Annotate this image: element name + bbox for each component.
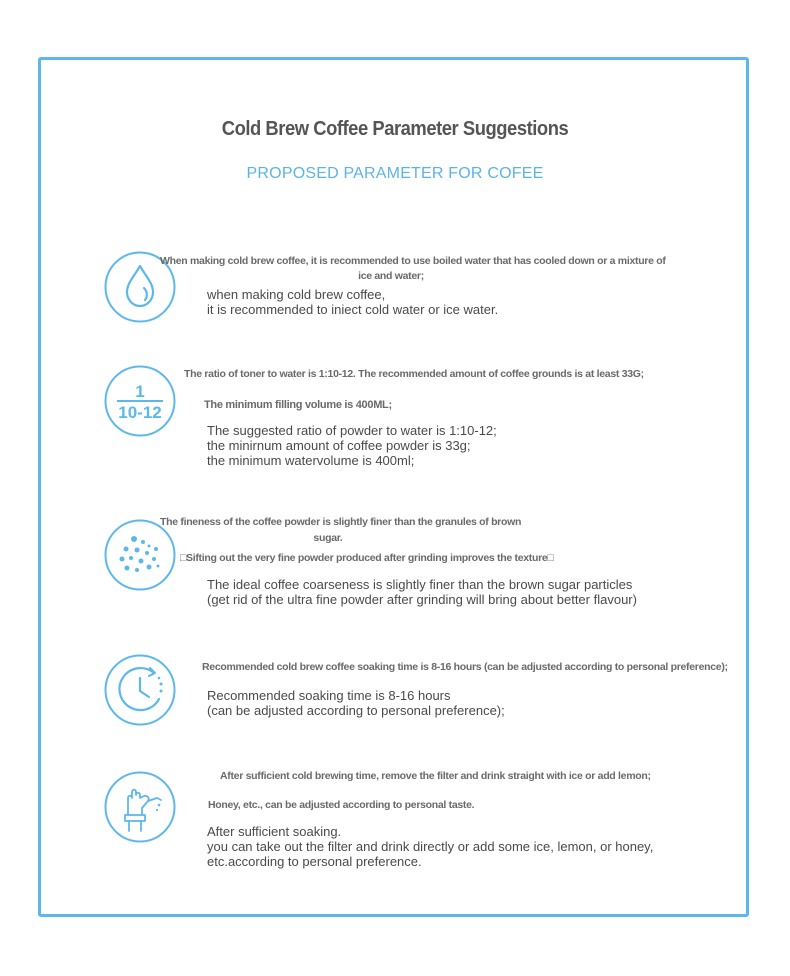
section-1-en-line-1: when making cold brew coffee, [207,287,386,302]
page-title: Cold Brew Coffee Parameter Suggestions [221,118,569,140]
section-2-en-line-1: The suggested ratio of powder to water is 1:10-12; [207,423,497,438]
section-4-en-text [207,688,505,718]
clock-icon [104,654,176,726]
section-4-en-line-1: Recommended soaking time is 8-16 hours [207,688,451,703]
section-2-en-line-2: the minirnum amount of coffee powder is 33g; [207,438,471,453]
section-1-en-text [207,287,498,317]
page-subtitle: PROPOSED PARAMETER FOR COFEE [246,165,544,182]
ratio-icon [104,365,176,437]
section-5-cn-line-1: After sufficient cold brewing time, remove the filter and drink straight with ice or add lemon; [220,770,651,782]
section-1-cn-line-2: ice and water; [358,270,424,282]
section-3-en-text [207,577,637,607]
section-5-cn-line-2: Honey, etc., can be adjusted according to personal taste. [208,799,475,811]
section-4-cn-line-1: Recommended cold brew coffee soaking time is 8-16 hours (can be adjusted according to personal preference); [202,661,728,673]
section-3-cn-line-1: The fineness of the coffee powder is slightly finer than the granules of brown [160,516,522,528]
section-1-en-line-2: it is recommended to iniect cold water or ice water. [207,302,499,317]
section-2-en-line-3: the minimum watervolume is 400ml; [207,453,415,468]
section-2-cn-line-1: The ratio of toner to water is 1:10-12. The recommended amount of coffee grounds is at least 33G; [184,368,644,380]
section-2-cn-line-2: The minimum filling volume is 400ML; [204,399,392,411]
section-5-en-text [207,824,653,869]
section-3-en-line-2: (get rid of the ultra fine powder after grinding will bring about better flavour) [207,592,637,607]
section-5-en-line-2: you can take out the filter and drink directly or add some ice, lemon, or honey, [207,839,654,854]
section-3-cn-line-3: □Sifting out the very fine powder produced after grinding improves the texture□ [180,552,554,564]
section-5-en-line-1: After sufficient soaking. [207,824,342,839]
ratio-icon-bottom-text: 10-12 [118,403,162,422]
section-3-cn-line-2: sugar. [313,532,343,544]
section-4-en-line-2: (can be adjusted according to personal preference); [207,703,505,718]
section-5-en-line-3: etc.according to personal preference. [207,854,422,869]
ratio-icon-top-text: 1 [135,382,145,401]
hand-pouring-icon [104,771,176,843]
section-1-cn-line-1: When making cold brew coffee, it is recommended to use boiled water that has cooled down or a mixture of [160,255,666,267]
section-3-en-line-1: The ideal coffee coarseness is slightly finer than the brown sugar particles [207,577,633,592]
section-2-en-text [207,423,497,468]
